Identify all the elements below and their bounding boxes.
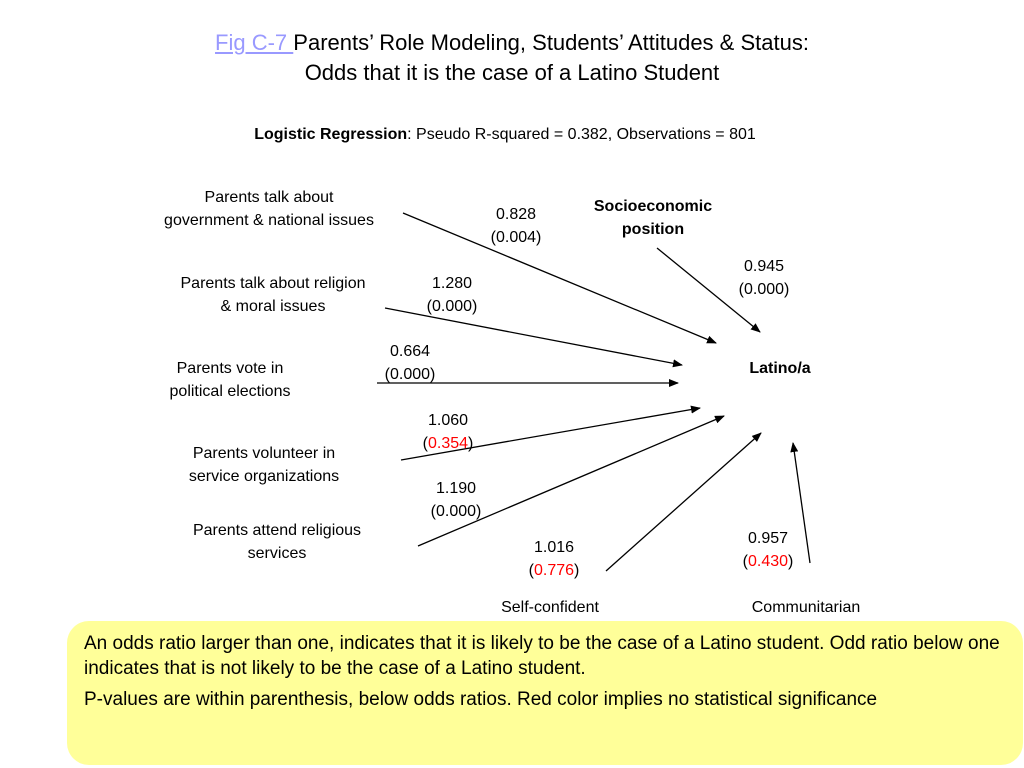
socioeconomic-label-line2: position — [621, 221, 685, 238]
p-value: (0.000) — [430, 503, 482, 520]
odds-ratio: 0.828 — [495, 206, 537, 223]
p-value: (0.000) — [384, 366, 436, 383]
predictor-gov-issues — [130, 186, 408, 232]
coef-socioeconomic — [714, 255, 814, 301]
note-box — [67, 621, 1023, 765]
predictor-label-line1: Parents attend religious — [192, 522, 362, 539]
coef-self-confident — [504, 536, 604, 582]
coef-religious-services — [406, 477, 506, 523]
note-pvalue-explanation: P-values are within parenthesis, below odds ratios. Red color implies no statistical significance — [84, 689, 878, 710]
socioeconomic-node — [568, 195, 738, 241]
p-value: (0.354) — [422, 435, 474, 452]
coef-religion-issues — [402, 272, 502, 318]
coef-vote — [360, 340, 460, 386]
regression-stats: : Pseudo R-squared = 0.382, Observations = 801 — [407, 126, 756, 143]
predictor-self-confident: Self-confident — [501, 599, 599, 616]
predictor-communitarian: Communitarian — [751, 599, 861, 616]
predictor-religious-services — [160, 519, 394, 565]
coef-communitarian — [718, 527, 818, 573]
page-title-line2: Odds that it is the case of a Latino Student — [304, 60, 720, 85]
odds-ratio: 1.060 — [427, 412, 469, 429]
odds-ratio: 1.016 — [533, 539, 575, 556]
p-value: (0.004) — [490, 229, 542, 246]
predictor-religion-issues — [150, 272, 396, 318]
predictor-label-line2: service organizations — [188, 468, 340, 485]
p-value: (0.430) — [742, 553, 794, 570]
coef-volunteer — [398, 409, 498, 455]
odds-ratio: 0.664 — [389, 343, 431, 360]
predictor-label-line2: & moral issues — [220, 298, 326, 315]
odds-ratio: 0.945 — [743, 258, 785, 275]
p-value: (0.776) — [528, 562, 580, 579]
note-odds-explanation: An odds ratio larger than one, indicates that it is likely to be the case of a Latino student. Odd ratio below one indicates that is not likely to be the case of a Latino student. — [84, 633, 1000, 679]
fig-link[interactable]: Fig C-7 — [215, 30, 294, 55]
odds-ratio: 1.280 — [431, 275, 473, 292]
predictor-label-line2: political elections — [169, 383, 291, 400]
predictor-label-line1: Parents vote in — [176, 360, 284, 377]
p-value: (0.000) — [738, 281, 790, 298]
odds-ratio: 0.957 — [747, 530, 789, 547]
outcome-node: Latino/a — [749, 360, 811, 377]
socioeconomic-label-line1: Socioeconomic — [593, 198, 713, 215]
coef-gov-issues — [466, 203, 566, 249]
title-line1: Parents’ Role Modeling, Students’ Attitudes & Status: — [293, 30, 809, 55]
predictor-label-line1: Parents volunteer in — [192, 445, 336, 462]
odds-ratio: 1.190 — [435, 480, 477, 497]
p-value: (0.000) — [426, 298, 478, 315]
predictor-label-line1: Parents talk about religion — [180, 275, 366, 292]
predictor-volunteer — [154, 442, 374, 488]
predictor-label-line2: services — [247, 545, 307, 562]
predictor-label-line1: Parents talk about — [204, 189, 334, 206]
regression-label: Logistic Regression — [254, 126, 408, 143]
predictor-vote — [140, 357, 320, 403]
predictor-label-line2: government & national issues — [164, 212, 374, 229]
